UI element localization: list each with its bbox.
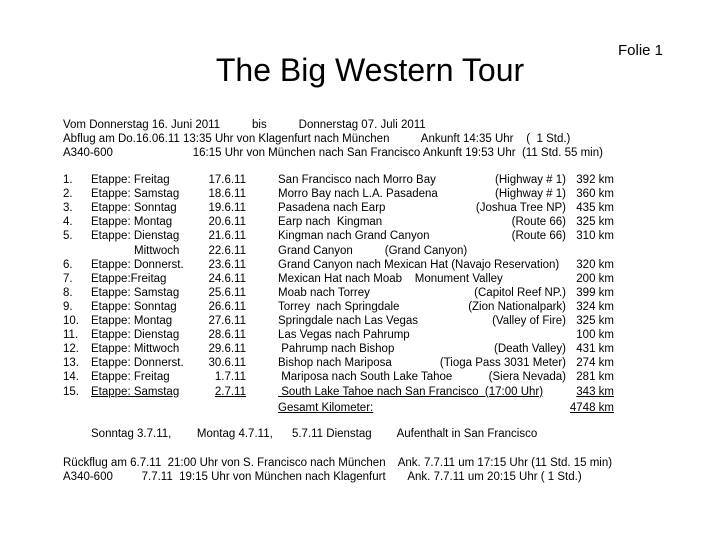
- stage-km: 392 km: [576, 174, 614, 186]
- stage-km: 281 km: [576, 371, 614, 384]
- header-line-flight: A340-600 16:15 Uhr von München nach San Francisco Ankunft 19:53 Uhr (11 Std. 55 min): [63, 147, 603, 159]
- stay-line: Sonntag 3.7.11, Montag 4.7.11, 5.7.11 Dienstag Aufenthalt in San Francisco: [91, 428, 538, 440]
- stage-route: Torrey nach Springdale: [278, 300, 400, 313]
- stage-etappe: Etappe: Montag: [91, 216, 173, 229]
- stage-note: (Zion Nationalpark): [468, 300, 566, 313]
- stage-number: 3.: [63, 202, 73, 215]
- stage-row: [0, 258, 720, 272]
- stage-date: 22.6.11: [208, 244, 246, 257]
- stage-row: [0, 370, 720, 384]
- stage-note: (Death Valley): [493, 343, 566, 356]
- stage-route: Earp nach Kingman: [278, 216, 383, 229]
- stage-row: [0, 173, 720, 187]
- stage-date: 26.6.11: [208, 300, 246, 313]
- stage-km: 200 km: [576, 272, 614, 285]
- return-line-flight-2: A340-600 7.7.11 19:15 Uhr von München nach Klagenfurt Ank. 7.7.11 um 20:15 Uhr ( 1 Std.): [63, 471, 582, 483]
- stage-km: 100 km: [576, 329, 614, 342]
- stage-etappe: Etappe: Samstag: [91, 385, 180, 398]
- stage-etappe: Etappe: Donnerst.: [91, 258, 184, 271]
- stage-date: 29.6.11: [208, 343, 246, 356]
- stage-etappe: Etappe: Samstag: [91, 188, 180, 201]
- stage-row: [0, 187, 720, 201]
- stage-number: 10.: [63, 315, 79, 327]
- header-line-departure: Abflug am Do.16.06.11 13:35 Uhr von Klagenfurt nach München Ankunft 14:35 Uhr ( 1 Std.): [63, 133, 571, 145]
- stage-km: 274 km: [576, 357, 614, 370]
- total-row: [0, 401, 720, 415]
- stage-route: Kingman nach Grand Canyon: [278, 230, 430, 243]
- stage-route: Springdale nach Las Vegas: [278, 315, 419, 327]
- stage-row: [0, 300, 720, 314]
- header-line-dates: Vom Donnerstag 16. Juni 2011 bis Donnerstag 07. Juli 2011: [63, 119, 426, 131]
- stage-date: 17.6.11: [208, 174, 246, 186]
- stage-route: Mariposa nach South Lake Tahoe: [278, 371, 453, 384]
- stage-row: [0, 342, 720, 356]
- stage-note: (Tioga Pass 3031 Meter): [439, 357, 566, 370]
- stage-number: 8.: [63, 286, 73, 299]
- stage-date: 2.7.11: [214, 385, 246, 398]
- return-line-flight-1: Rückflug am 6.7.11 21:00 Uhr von S. Francisco nach München Ank. 7.7.11 um 17:15 Uhr (11 Std. 15 min): [63, 457, 613, 469]
- stage-note: (Joshua Tree NP): [475, 202, 566, 215]
- stage-route: Pasadena nach Earp: [278, 202, 386, 215]
- stage-km: 310 km: [576, 230, 614, 243]
- stage-row: [0, 356, 720, 370]
- stage-note: (Highway # 1): [495, 188, 566, 201]
- stage-number: 13.: [63, 357, 79, 370]
- stage-etappe: Mittwoch: [134, 244, 180, 257]
- stage-row: [0, 286, 720, 300]
- stage-etappe: Etappe: Sonntag: [91, 202, 177, 215]
- stage-route: Grand Canyon (Grand Canyon): [278, 244, 468, 257]
- stage-number: 11.: [63, 329, 79, 342]
- stage-number: 9.: [63, 300, 73, 313]
- slide-title: The Big Western Tour: [215, 52, 525, 88]
- stage-etappe: Etappe:Freitag: [91, 272, 167, 285]
- stage-etappe: Etappe: Dienstag: [91, 230, 180, 243]
- stage-date: 20.6.11: [208, 216, 246, 229]
- stage-number: 5.: [63, 230, 73, 243]
- stage-km: 324 km: [576, 300, 614, 313]
- stage-row: [0, 328, 720, 342]
- stage-route: Grand Canyon nach Mexican Hat (Navajo Reservation): [278, 258, 560, 271]
- stage-row: [0, 229, 720, 243]
- stage-km: 320 km: [576, 258, 614, 271]
- stage-note: (Route 66): [511, 216, 566, 229]
- stage-etappe: Etappe: Sonntag: [91, 300, 177, 313]
- return-lines: [63, 456, 612, 484]
- header-lines: [63, 118, 603, 160]
- stage-number: 14.: [63, 371, 79, 384]
- stage-date: 28.6.11: [208, 329, 246, 342]
- stage-km: 360 km: [576, 188, 614, 201]
- stage-row: [0, 244, 720, 258]
- stage-km: 343 km: [576, 385, 614, 398]
- stage-note: (Highway # 1): [495, 174, 566, 186]
- slide-number-label: Folie 1: [618, 42, 664, 59]
- stage-note: (Route 66): [511, 230, 566, 243]
- stage-route: San Francisco nach Morro Bay: [278, 174, 436, 186]
- stage-number: 12.: [63, 343, 79, 356]
- stage-km: 325 km: [576, 216, 614, 229]
- stage-etappe: Etappe: Donnerst.: [91, 357, 184, 370]
- total-label: Gesamt Kilometer:: [278, 402, 374, 414]
- stage-date: 30.6.11: [208, 357, 246, 370]
- stage-route: Bishop nach Mariposa: [278, 357, 392, 370]
- stage-route: Las Vegas nach Pahrump: [278, 329, 410, 342]
- stage-number: 4.: [63, 216, 73, 229]
- stage-date: 1.7.11: [214, 371, 246, 384]
- stage-date: 18.6.11: [208, 188, 246, 201]
- total-km: 4748 km: [569, 402, 614, 414]
- stage-etappe: Etappe: Freitag: [91, 174, 170, 186]
- stage-number: 7.: [63, 272, 73, 285]
- stage-date: 25.6.11: [208, 286, 246, 299]
- stage-note: (Valley of Fire): [492, 315, 566, 327]
- stage-etappe: Etappe: Mittwoch: [91, 343, 180, 356]
- stage-etappe: Etappe: Dienstag: [91, 329, 180, 342]
- stage-row: [0, 272, 720, 286]
- stage-km: 431 km: [576, 343, 614, 356]
- stage-date: 27.6.11: [208, 315, 246, 327]
- stage-row: [0, 385, 720, 399]
- stage-km: 435 km: [576, 202, 614, 215]
- stage-route: Mexican Hat nach Moab Monument Valley: [278, 272, 503, 285]
- stage-route: South Lake Tahoe nach San Francisco (17:00 Uhr): [278, 385, 544, 398]
- stage-date: 23.6.11: [208, 258, 246, 271]
- stage-row: [0, 314, 720, 328]
- stage-number: 1.: [63, 174, 73, 186]
- stage-etappe: Etappe: Samstag: [91, 286, 180, 299]
- stage-km: 399 km: [576, 286, 614, 299]
- stage-note: (Siera Nevada): [488, 371, 566, 384]
- stage-etappe: Etappe: Freitag: [91, 371, 170, 384]
- stage-row: [0, 215, 720, 229]
- stage-km: 325 km: [576, 315, 614, 327]
- stage-date: 21.6.11: [208, 230, 246, 243]
- stage-date: 19.6.11: [208, 202, 246, 215]
- stage-route: Moab nach Torrey: [278, 286, 370, 299]
- stage-note: (Capitol Reef NP.): [474, 286, 566, 299]
- stage-route: Morro Bay nach L.A. Pasadena: [278, 188, 438, 201]
- stage-number: 6.: [63, 258, 73, 271]
- stage-number: 2.: [63, 188, 73, 201]
- stage-number: 15.: [63, 385, 79, 398]
- stage-date: 24.6.11: [208, 272, 246, 285]
- stage-etappe: Etappe: Montag: [91, 315, 173, 327]
- stage-route: Pahrump nach Bishop: [278, 343, 395, 356]
- stage-row: [0, 201, 720, 215]
